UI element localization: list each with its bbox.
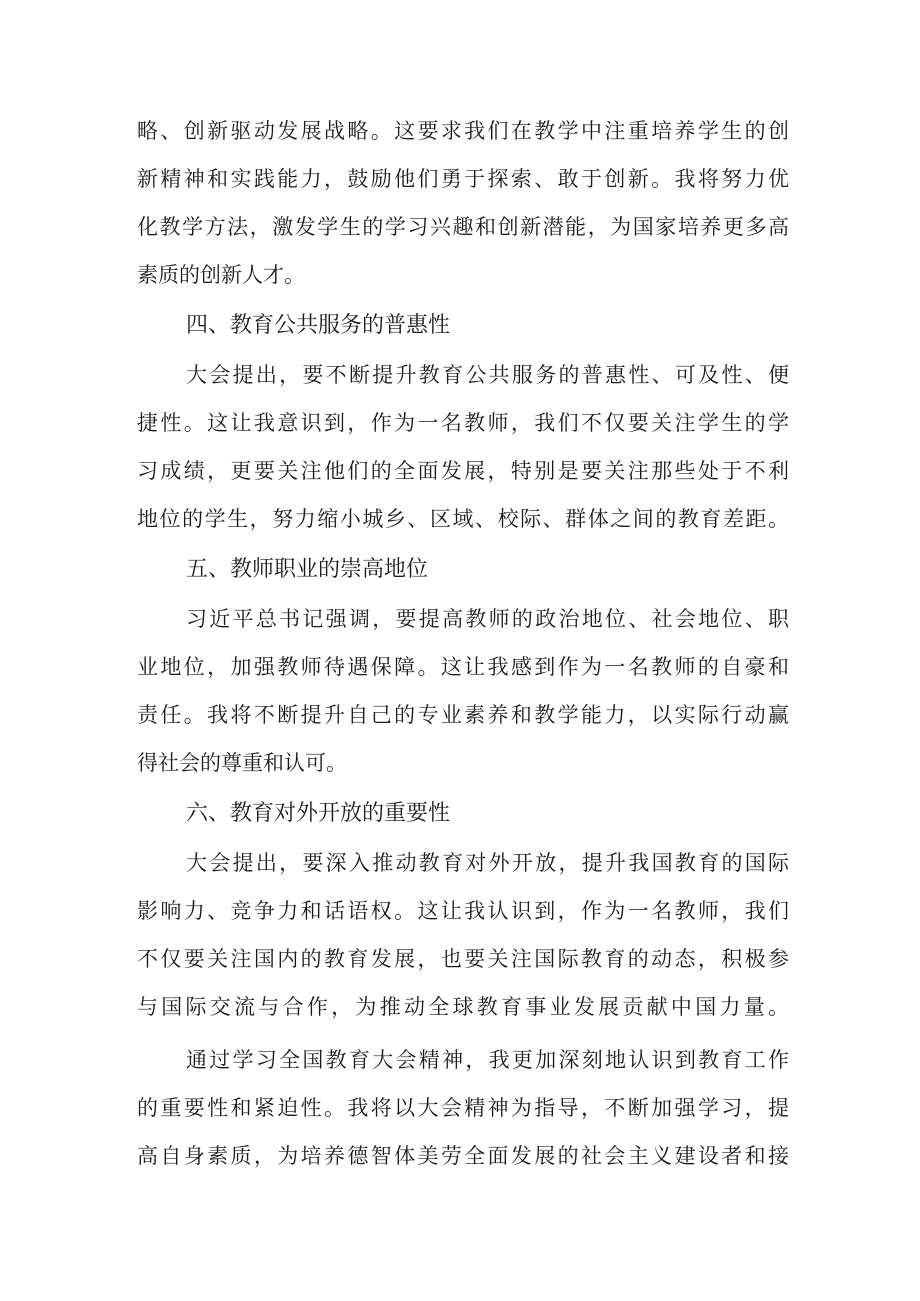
section-5-line-1: 习近平总书记强调，要提高教师的政治地位、社会地位、职	[186, 607, 789, 631]
section-6-heading: 六、教育对外开放的重要性	[186, 801, 451, 826]
intro-line-2: 新精神和实践能力，鼓励他们勇于探索、敢于创新。我将努力优	[137, 167, 789, 191]
section-5-line-2: 业地位，加强教师待遇保障。这让我感到作为一名教师的自豪和	[137, 655, 789, 679]
section-6-line-1: 大会提出，要深入推动教育对外开放，提升我国教育的国际	[186, 851, 789, 875]
section-4-line-2: 捷性。这让我意识到，作为一名教师，我们不仅要关注学生的学	[137, 411, 789, 435]
section-4-line-1: 大会提出，要不断提升教育公共服务的普惠性、可及性、便	[186, 363, 789, 387]
section-5-line-4: 得社会的尊重和认可。	[137, 751, 347, 775]
section-4-line-3: 习成绩，更要关注他们的全面发展，特别是要关注那些处于不利	[137, 459, 789, 483]
intro-line-1: 略、创新驱动发展战略。这要求我们在教学中注重培养学生的创	[137, 119, 789, 143]
section-6-line-3: 不仅要关注国内的教育发展，也要关注国际教育的动态，积极参	[137, 947, 789, 971]
conclusion-line-2: 的重要性和紧迫性。我将以大会精神为指导，不断加强学习，提	[137, 1096, 789, 1120]
section-4-heading: 四、教育公共服务的普惠性	[186, 313, 451, 338]
section-4-line-4: 地位的学生，努力缩小城乡、区域、校际、群体之间的教育差距。	[137, 507, 789, 531]
section-5-line-3: 责任。我将不断提升自己的专业素养和教学能力，以实际行动赢	[137, 703, 789, 727]
conclusion-line-1: 通过学习全国教育大会精神，我更加深刻地认识到教育工作	[186, 1048, 789, 1072]
section-6-line-2: 影响力、竞争力和话语权。这让我认识到，作为一名教师，我们	[137, 899, 789, 923]
intro-line-3: 化教学方法，激发学生的学习兴趣和创新潜能，为国家培养更多高	[137, 215, 789, 239]
section-5-heading: 五、教师职业的崇高地位	[186, 557, 429, 582]
conclusion-line-3: 高自身素质，为培养德智体美劳全面发展的社会主义建设者和接	[137, 1144, 789, 1168]
intro-line-4: 素质的创新人才。	[137, 263, 305, 287]
section-6-line-4: 与国际交流与合作，为推动全球教育事业发展贡献中国力量。	[137, 995, 789, 1019]
